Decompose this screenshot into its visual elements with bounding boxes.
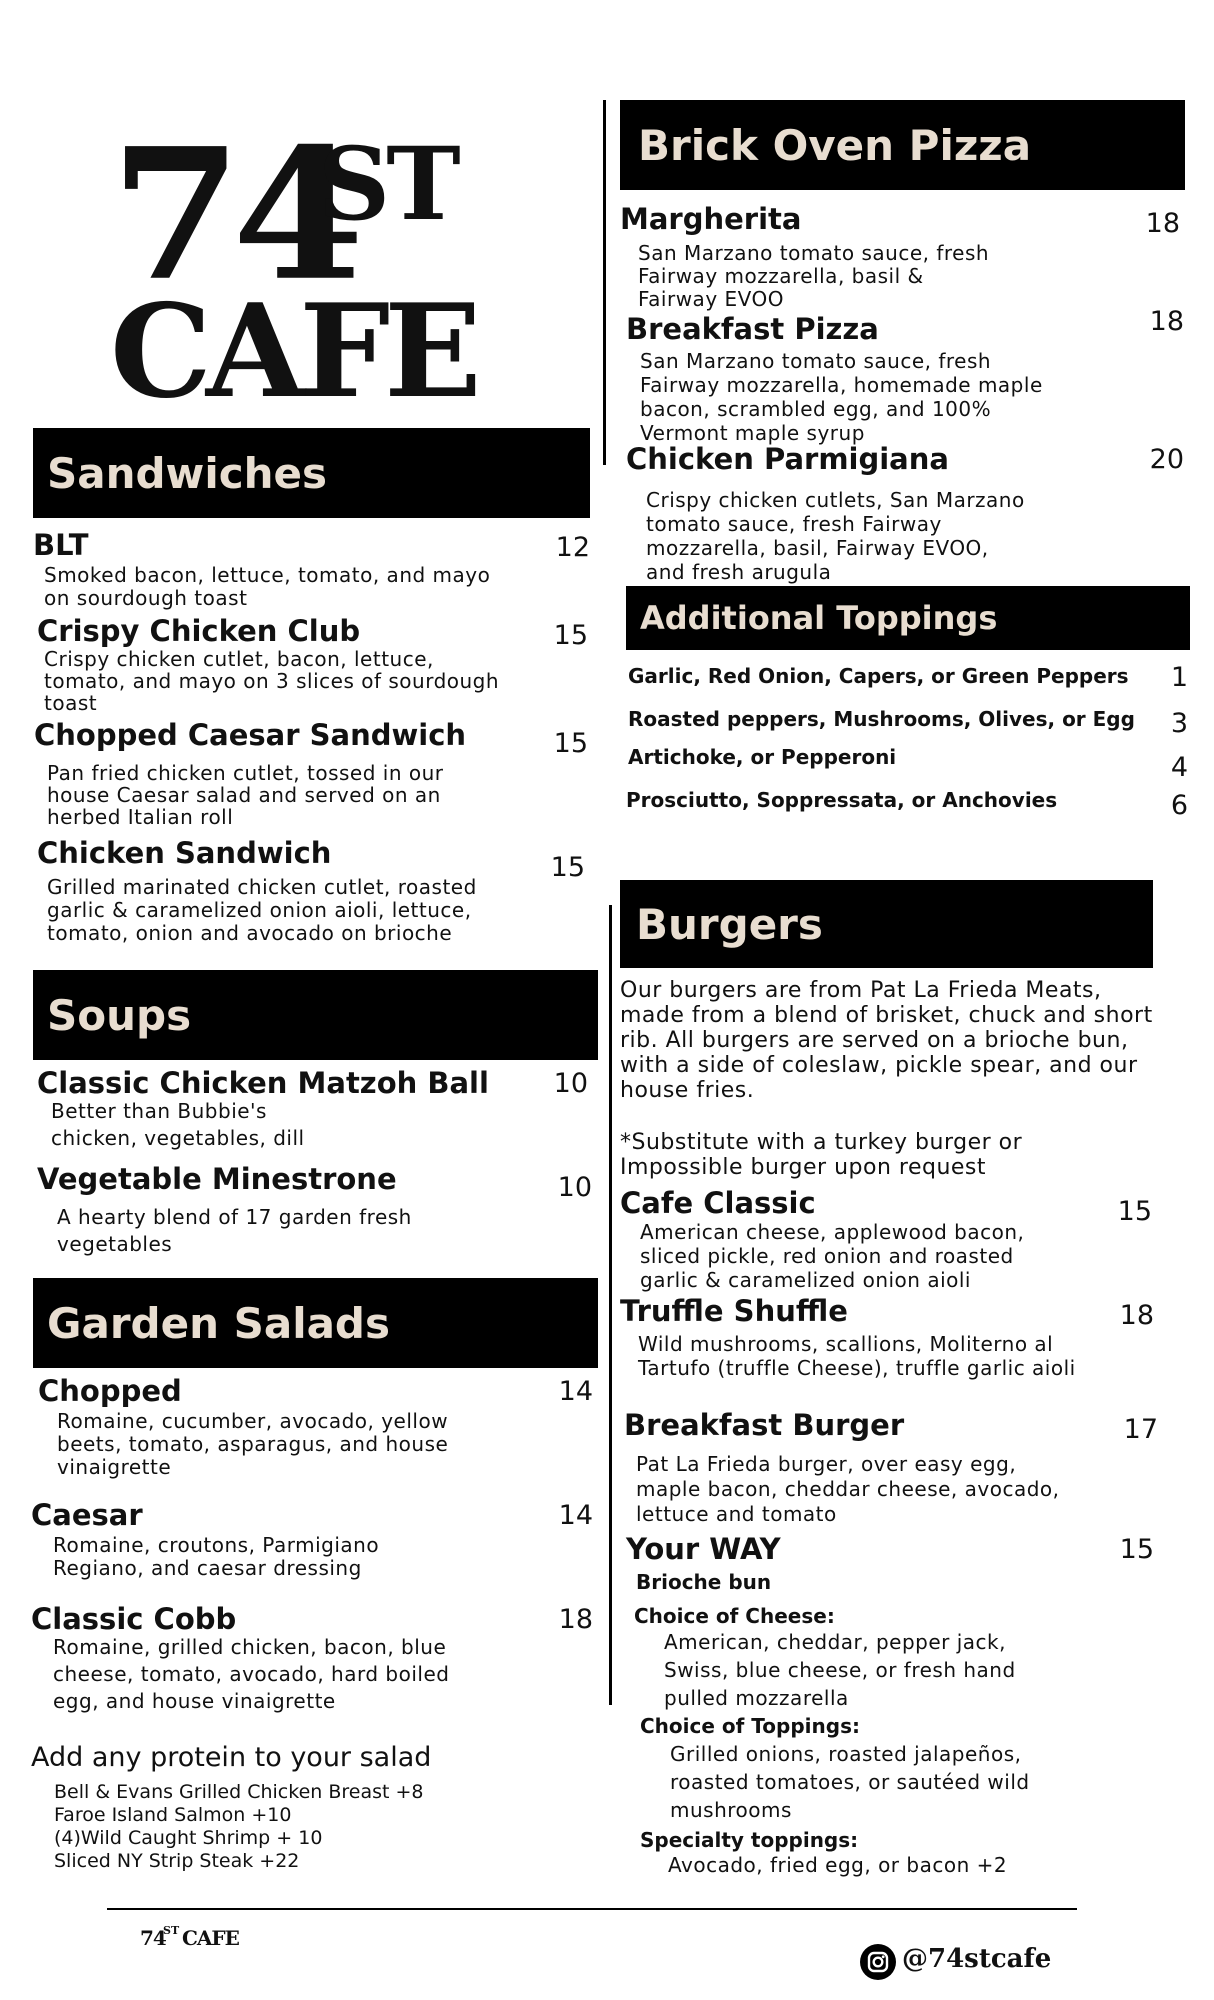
footer-logo-number: 74 bbox=[140, 1926, 166, 1950]
item-desc-chicken-parmigiana: Crispy chicken cutlets, San Marzano tomato sauce, fresh Fairway mozzarella, basil, Fairway EVOO, and fresh arugula bbox=[646, 488, 1025, 584]
item-desc-cafe-classic: American cheese, applewood bacon, sliced pickle, red onion and roasted garlic & caramelized onion aioli bbox=[640, 1220, 1025, 1292]
topping-row-price: 1 bbox=[1170, 662, 1188, 693]
item-price-breakfast-pizza: 18 bbox=[1149, 306, 1184, 337]
column-divider-top bbox=[603, 100, 606, 465]
item-price-vegetable-minestrone: 10 bbox=[557, 1172, 592, 1203]
your-way-toppings-options: Grilled onions, roasted jalapeños, roasted tomatoes, or sautéed wild mushrooms bbox=[670, 1742, 1030, 1822]
topping-row-name: Artichoke, or Pepperoni bbox=[628, 745, 897, 769]
topping-row-name: Garlic, Red Onion, Capers, or Green Peppers bbox=[628, 664, 1129, 688]
item-desc-crispy-chicken-club: Crispy chicken cutlet, bacon, lettuce, tomato, and mayo on 3 slices of sourdough toast bbox=[44, 647, 500, 715]
item-desc-breakfast-pizza: San Marzano tomato sauce, fresh Fairway mozzarella, homemade maple bacon, scrambled egg, and 100% Vermont maple syrup bbox=[640, 349, 1043, 445]
item-price-your-way: 15 bbox=[1119, 1534, 1154, 1565]
item-name-breakfast-pizza: Breakfast Pizza bbox=[626, 312, 879, 346]
topping-row-name: Prosciutto, Soppressata, or Anchovies bbox=[626, 788, 1058, 812]
instagram-icon[interactable] bbox=[860, 1944, 896, 1980]
item-name-chopped-caesar-sandwich: Chopped Caesar Sandwich bbox=[34, 718, 467, 752]
item-price-chicken-parmigiana: 20 bbox=[1149, 444, 1184, 475]
protein-item: Faroe Island Salmon +10 bbox=[54, 1804, 292, 1826]
item-desc-matzoh-line1: Better than Bubbie's bbox=[51, 1099, 267, 1123]
item-price-cafe-classic: 15 bbox=[1117, 1196, 1152, 1227]
protein-title: Add any protein to your salad bbox=[31, 1742, 432, 1773]
item-name-classic-chicken-matzoh-ball: Classic Chicken Matzoh Ball bbox=[37, 1066, 489, 1100]
section-header-additional-toppings: Additional Toppings bbox=[626, 586, 1190, 650]
item-desc-chopped: Romaine, cucumber, avocado, yellow beets, tomato, asparagus, and house vinaigrette bbox=[57, 1409, 449, 1479]
item-name-cafe-classic: Cafe Classic bbox=[620, 1186, 816, 1220]
item-desc-blt: Smoked bacon, lettuce, tomato, and mayo on sourdough toast bbox=[44, 563, 491, 610]
footer-logo-superscript: ST bbox=[163, 1924, 180, 1937]
topping-row-price: 3 bbox=[1170, 708, 1188, 739]
item-price-classic-chicken-matzoh-ball: 10 bbox=[553, 1068, 588, 1099]
item-name-breakfast-burger: Breakfast Burger bbox=[624, 1408, 905, 1442]
your-way-bun: Brioche bun bbox=[636, 1570, 772, 1594]
section-header-burgers: Burgers bbox=[620, 880, 1153, 968]
protein-item: Sliced NY Strip Steak +22 bbox=[54, 1850, 300, 1872]
item-price-chopped: 14 bbox=[558, 1376, 593, 1407]
item-desc-chicken-sandwich: Grilled marinated chicken cutlet, roasted garlic & caramelized onion aioli, lettuce, tomato, onion and avocado on brioche bbox=[47, 875, 477, 945]
item-desc-margherita: San Marzano tomato sauce, fresh Fairway mozzarella, basil & Fairway EVOO bbox=[638, 241, 990, 311]
your-way-specialty-options: Avocado, fried egg, or bacon +2 bbox=[668, 1853, 1008, 1877]
item-name-classic-cobb: Classic Cobb bbox=[31, 1602, 237, 1636]
item-name-truffle-shuffle: Truffle Shuffle bbox=[620, 1294, 848, 1328]
item-name-caesar: Caesar bbox=[31, 1498, 143, 1532]
item-price-classic-cobb: 18 bbox=[558, 1604, 593, 1635]
logo-word: CAFE bbox=[110, 277, 476, 427]
section-header-brick-oven-pizza: Brick Oven Pizza bbox=[620, 100, 1185, 190]
item-name-crispy-chicken-club: Crispy Chicken Club bbox=[37, 614, 361, 648]
protein-item: Bell & Evans Grilled Chicken Breast +8 bbox=[54, 1781, 424, 1803]
item-name-chicken-parmigiana: Chicken Parmigiana bbox=[626, 442, 949, 476]
item-price-truffle-shuffle: 18 bbox=[1119, 1300, 1154, 1331]
item-name-chicken-sandwich: Chicken Sandwich bbox=[37, 836, 332, 870]
item-price-blt: 12 bbox=[555, 532, 590, 563]
burgers-intro: Our burgers are from Pat La Frieda Meats, made from a blend of brisket, chuck and short rib. All burgers are served on a brioche bun, with a side of coleslaw, pickle spear, and our house fries. bbox=[620, 978, 1153, 1103]
topping-row-price: 6 bbox=[1170, 790, 1188, 821]
item-desc-breakfast-burger: Pat La Frieda burger, over easy egg, maple bacon, cheddar cheese, avocado, lettuce and tomato bbox=[636, 1452, 1060, 1526]
item-name-chopped: Chopped bbox=[38, 1374, 182, 1408]
protein-item: (4)Wild Caught Shrimp + 10 bbox=[54, 1827, 323, 1849]
footer-logo-word: CAFE bbox=[182, 1926, 239, 1950]
item-desc-vegetable-minestrone: A hearty blend of 17 garden fresh vegetables bbox=[57, 1205, 412, 1256]
burgers-substitute-note: *Substitute with a turkey burger or Impossible burger upon request bbox=[620, 1130, 1023, 1180]
item-name-vegetable-minestrone: Vegetable Minestrone bbox=[37, 1162, 397, 1196]
section-header-soups: Soups bbox=[33, 970, 598, 1060]
item-desc-caesar: Romaine, croutons, Parmigiano Regiano, and caesar dressing bbox=[53, 1533, 380, 1580]
item-price-margherita: 18 bbox=[1145, 208, 1180, 239]
logo-superscript: ST bbox=[318, 125, 457, 243]
item-desc-truffle-shuffle: Wild mushrooms, scallions, Moliterno al Tartufo (truffle Cheese), truffle garlic aioli bbox=[638, 1332, 1076, 1380]
column-divider-bottom bbox=[609, 905, 612, 1705]
topping-row-name: Roasted peppers, Mushrooms, Olives, or Egg bbox=[628, 707, 1135, 731]
item-name-margherita: Margherita bbox=[620, 202, 802, 236]
your-way-specialty-label: Specialty toppings: bbox=[640, 1828, 859, 1852]
your-way-cheese-options: American, cheddar, pepper jack, Swiss, blue cheese, or fresh hand pulled mozzarella bbox=[664, 1630, 1016, 1710]
item-desc-classic-cobb: Romaine, grilled chicken, bacon, blue cheese, tomato, avocado, hard boiled egg, and house vinaigrette bbox=[53, 1635, 450, 1713]
item-price-caesar: 14 bbox=[558, 1500, 593, 1531]
item-price-chopped-caesar-sandwich: 15 bbox=[553, 728, 588, 759]
item-name-blt: BLT bbox=[33, 528, 89, 562]
section-header-sandwiches: Sandwiches bbox=[33, 428, 590, 518]
item-desc-matzoh-line2: chicken, vegetables, dill bbox=[51, 1126, 305, 1150]
topping-row-price: 4 bbox=[1170, 752, 1188, 783]
item-price-chicken-sandwich: 15 bbox=[550, 852, 585, 883]
item-price-crispy-chicken-club: 15 bbox=[553, 620, 588, 651]
footer-rule bbox=[107, 1908, 1077, 1910]
your-way-cheese-label: Choice of Cheese: bbox=[634, 1604, 835, 1628]
instagram-handle[interactable]: @74stcafe bbox=[902, 1944, 1052, 1974]
item-price-breakfast-burger: 17 bbox=[1123, 1414, 1158, 1445]
logo-number: 74 bbox=[110, 108, 355, 321]
item-desc-chopped-caesar-sandwich: Pan fried chicken cutlet, tossed in our house Caesar salad and served on an herbed Italian roll bbox=[47, 761, 444, 829]
item-name-your-way: Your WAY bbox=[626, 1532, 781, 1566]
section-header-garden-salads: Garden Salads bbox=[33, 1278, 598, 1368]
your-way-toppings-label: Choice of Toppings: bbox=[640, 1714, 860, 1738]
